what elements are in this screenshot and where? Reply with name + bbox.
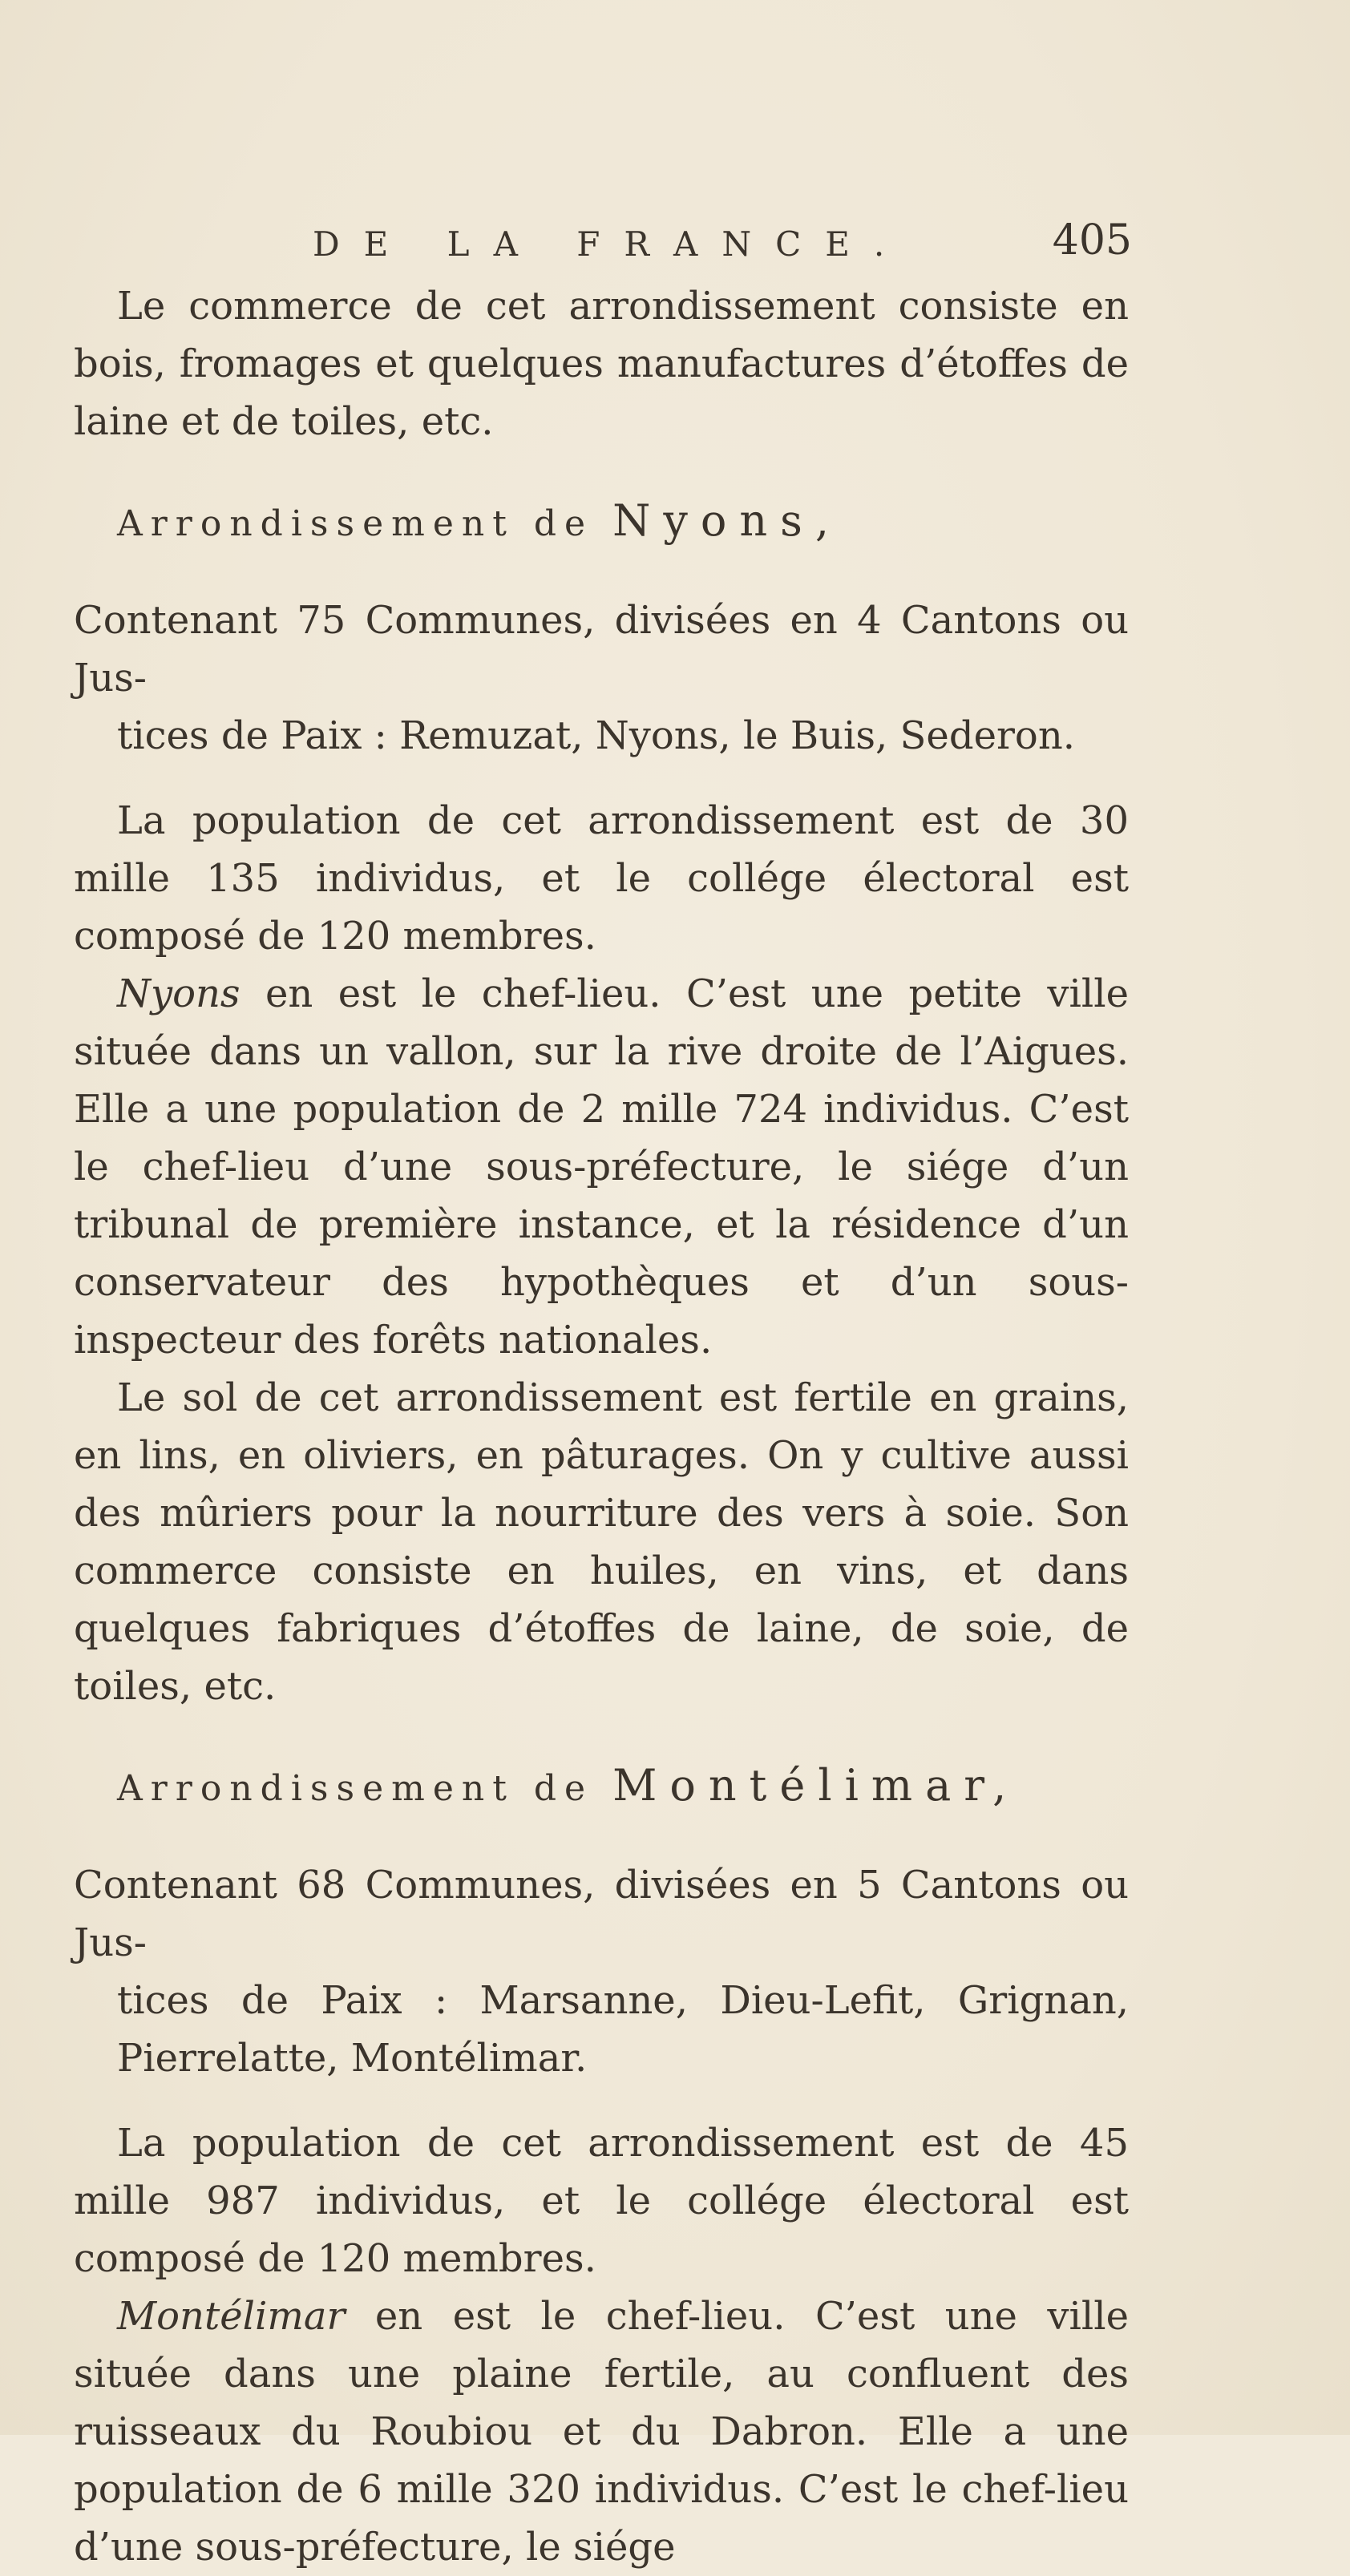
section-heading-montelimar [117, 1762, 1129, 1813]
contenant-line-first: Contenant 68 Communes, divisées en 5 Cantons ou Jus- [74, 1863, 1129, 1965]
paragraph-text: en est le chef-lieu. C’est une petite ville située dans un vallon, sur la rive droite de l’Aigues. Elle a une population de 2 mille 724 individus. C’est le chef-lieu d’une sous-préfecture, le siége d’un tribunal de première instance, et la résidence d’un conservateur des hypothèques et d’un sous-inspecteur des forêts nationales. [74, 971, 1129, 1363]
paragraph-text: en est le chef-lieu. C’est une ville située dans une plaine fertile, au confluent des ruisseaux du Roubiou et du Dabron. Elle a une population de 6 mille 320 individus. C’est le chef-lieu d’une sous-préfecture, le siége [74, 2294, 1129, 2570]
contenant-line-first: Contenant 75 Communes, divisées en 4 Cantons ou Jus- [74, 598, 1129, 701]
place-name-italic: Nyons [117, 971, 240, 1016]
running-head [74, 208, 1132, 277]
paragraph-montelimar-chef-lieu [74, 2287, 1129, 2576]
contenant-line-rest: tices de Paix : Marsanne, Dieu-Lefit, Grignan, Pierrelatte, Montélimar. [117, 1978, 1129, 2081]
nyons-contenant [74, 592, 1129, 765]
montelimar-contenant [74, 1856, 1129, 2087]
page-number: 405 [1052, 216, 1132, 264]
contenant-line-rest: tices de Paix : Remuzat, Nyons, le Buis, Sederon. [117, 713, 1075, 758]
paragraph-nyons-chef-lieu [74, 965, 1129, 1369]
heading-place-name: Nyons, [612, 495, 843, 546]
heading-prefix: Arrondissement de [117, 503, 613, 544]
section-heading-nyons [117, 497, 1129, 548]
paragraph-montelimar-population: La population de cet arrondissement est de 45 mille 987 individus, et le collége électoral est composé de 120 membres. [74, 2121, 1129, 2281]
place-name-italic: Montélimar [117, 2294, 346, 2339]
running-title: DE LA FRANCE. [313, 224, 909, 264]
paragraph-nyons-population: La population de cet arrondissement est de 30 mille 135 individus, et le collége électoral est composé de 120 membres. [74, 798, 1129, 959]
paragraph-nyons-soil: Le sol de cet arrondissement est fertile en grains, en lins, en oliviers, en pâturages. On y cultive aussi des mûriers pour la nourriture des vers à soie. Son commerce consiste en huiles, en vins, et dans quelques fabriques d’étoffes de laine, de soie, de toiles, etc. [74, 1375, 1129, 1709]
paragraph-commerce: Le commerce de cet arrondissement consiste en bois, fromages et quelques manufactures d’étoffes de laine et de toiles, etc. [74, 284, 1129, 444]
heading-place-name: Montélimar, [612, 1760, 1020, 1811]
heading-prefix: Arrondissement de [117, 1768, 613, 1809]
text-block [74, 208, 1132, 2576]
